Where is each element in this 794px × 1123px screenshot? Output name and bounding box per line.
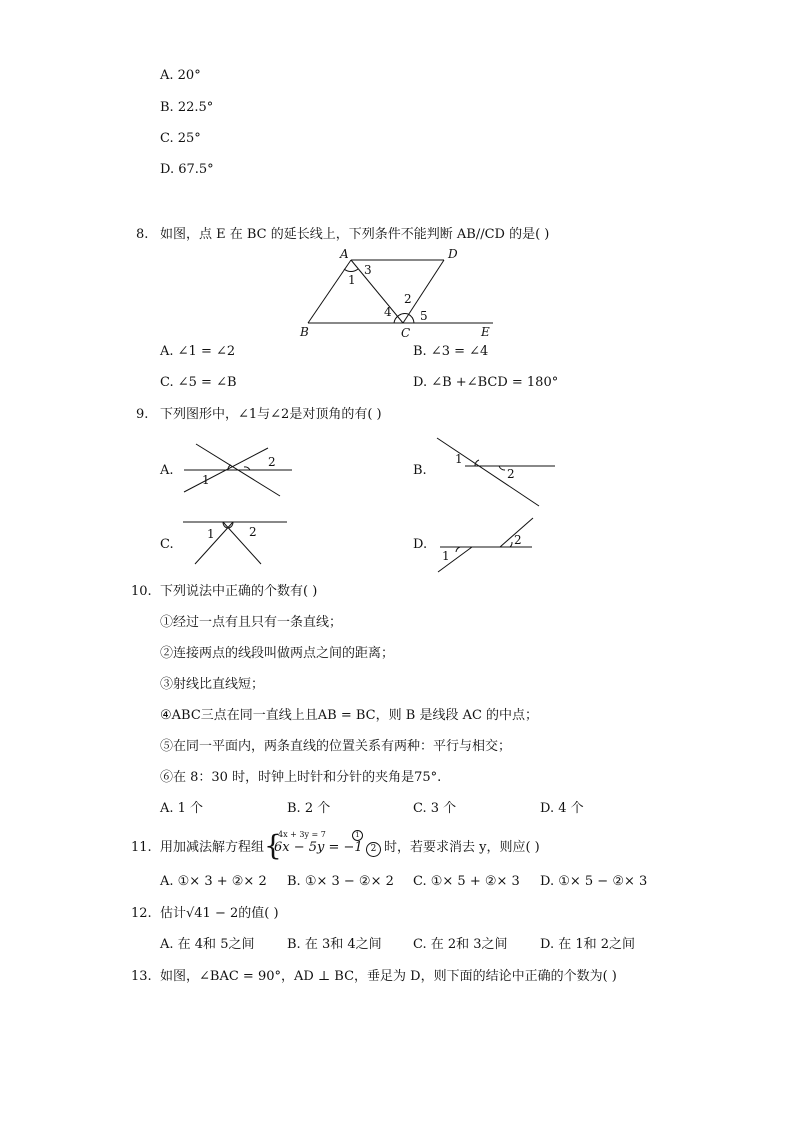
q8-stem: 如图，点 E 在 BC 的延长线上，下列条件不能判断 AB//CD 的是( )	[160, 227, 550, 242]
q12-option-a: A. 在 4和 5之间	[160, 937, 255, 952]
q9-stem: 下列图形中，∠1与∠2是对顶角的有( )	[160, 407, 382, 422]
q11-option-b: B. ①× 3 − ②× 2	[287, 874, 394, 889]
q8-angle-4: 4	[384, 305, 392, 319]
q8-label-e: E	[481, 325, 490, 339]
q10-item-6: ⑥在 8：30 时，时钟上时针和分针的夹角是75°.	[160, 770, 442, 785]
q11-eq2-marker: 2	[366, 842, 381, 857]
q9d-angle-2: 2	[514, 533, 522, 547]
q13-stem: 如图，∠BAC = 90°，AD ⊥ BC，垂足为 D，则下面的结论中正确的个数为( )	[160, 969, 617, 984]
q8-option-d: D. ∠B +∠BCD = 180°	[413, 375, 559, 390]
q9a-angle-1: 1	[202, 473, 210, 487]
q10-option-d: D. 4 个	[540, 801, 584, 816]
q11-stem-pre: 用加减法解方程组	[160, 840, 265, 855]
q9d-angle-1: 1	[442, 549, 450, 563]
q8-label-a: A	[340, 247, 349, 261]
q8-label-c: C	[401, 326, 411, 340]
q7-option-b: B. 22.5°	[160, 100, 214, 115]
q11-option-a: A. ①× 3 + ②× 2	[160, 874, 267, 889]
q9-label-d: D.	[413, 537, 428, 552]
q9b-angle-2: 2	[507, 467, 515, 481]
q10-option-b: B. 2 个	[287, 801, 331, 816]
q8-figure	[290, 248, 510, 340]
q9-figure-a	[184, 440, 294, 498]
q7-option-a: A. 20°	[160, 68, 201, 83]
q7-option-c: C. 25°	[160, 131, 201, 146]
q10-item-3: ③射线比直线短；	[160, 677, 265, 692]
q9c-angle-2: 2	[249, 525, 257, 539]
q13-number: 13.	[131, 969, 152, 984]
q11-eq1-marker: 1	[352, 830, 363, 841]
q8-label-b: B	[300, 325, 309, 339]
q9-figure-b	[435, 436, 557, 508]
q8-angle-2: 2	[404, 292, 412, 306]
q8-number: 8.	[136, 227, 149, 242]
q8-angle-1: 1	[348, 273, 356, 287]
q11-stem-post: 时，若要求消去 y，则应( )	[384, 840, 540, 855]
q11-option-d: D. ①× 5 − ②× 3	[540, 874, 648, 889]
q8-option-b: B. ∠3 = ∠4	[413, 344, 489, 359]
q11-brace: {	[264, 829, 282, 862]
q7-option-d: D. 67.5°	[160, 162, 214, 177]
q12-option-c: C. 在 2和 3之间	[413, 937, 508, 952]
q9b-angle-1: 1	[455, 452, 463, 466]
q10-option-c: C. 3 个	[413, 801, 457, 816]
q12-stem: 估计√41 − 2的值( )	[160, 906, 279, 921]
q10-item-2: ②连接两点的线段叫做两点之间的距离；	[160, 646, 395, 661]
q11-equation-system	[264, 829, 384, 862]
q10-item-4: ④ABC三点在同一直线上且AB = BC，则 B 是线段 AC 的中点；	[160, 708, 539, 723]
q11-number: 11.	[131, 840, 152, 855]
q12-option-b: B. 在 3和 4之间	[287, 937, 382, 952]
q10-stem: 下列说法中正确的个数有( )	[160, 584, 318, 599]
q9-number: 9.	[136, 407, 149, 422]
q11-eq1: 4x + 3y = 7	[278, 830, 326, 839]
q8-option-c: C. ∠5 = ∠B	[160, 375, 237, 390]
q12-option-d: D. 在 1和 2之间	[540, 937, 636, 952]
q9-figure-c	[183, 518, 289, 566]
q10-item-5: ⑤在同一平面内，两条直线的位置关系有两种：平行与相交；	[160, 739, 512, 754]
q9-label-b: B.	[413, 463, 427, 478]
q10-item-1: ①经过一点有且只有一条直线；	[160, 615, 343, 630]
q8-angle-5: 5	[420, 309, 428, 323]
q9-figure-d	[436, 516, 536, 574]
q9c-angle-1: 1	[207, 527, 215, 541]
q8-angle-3: 3	[364, 263, 372, 277]
q9a-angle-2: 2	[268, 455, 276, 469]
q9-label-c: C.	[160, 537, 174, 552]
q10-option-a: A. 1 个	[160, 801, 204, 816]
q11-option-c: C. ①× 5 + ②× 3	[413, 874, 520, 889]
q11-eq2: 6x − 5y = −1	[274, 840, 363, 855]
q9-label-a: A.	[160, 463, 174, 478]
q12-number: 12.	[131, 906, 152, 921]
q8-option-a: A. ∠1 = ∠2	[160, 344, 236, 359]
q10-number: 10.	[131, 584, 152, 599]
q8-label-d: D	[448, 247, 458, 261]
